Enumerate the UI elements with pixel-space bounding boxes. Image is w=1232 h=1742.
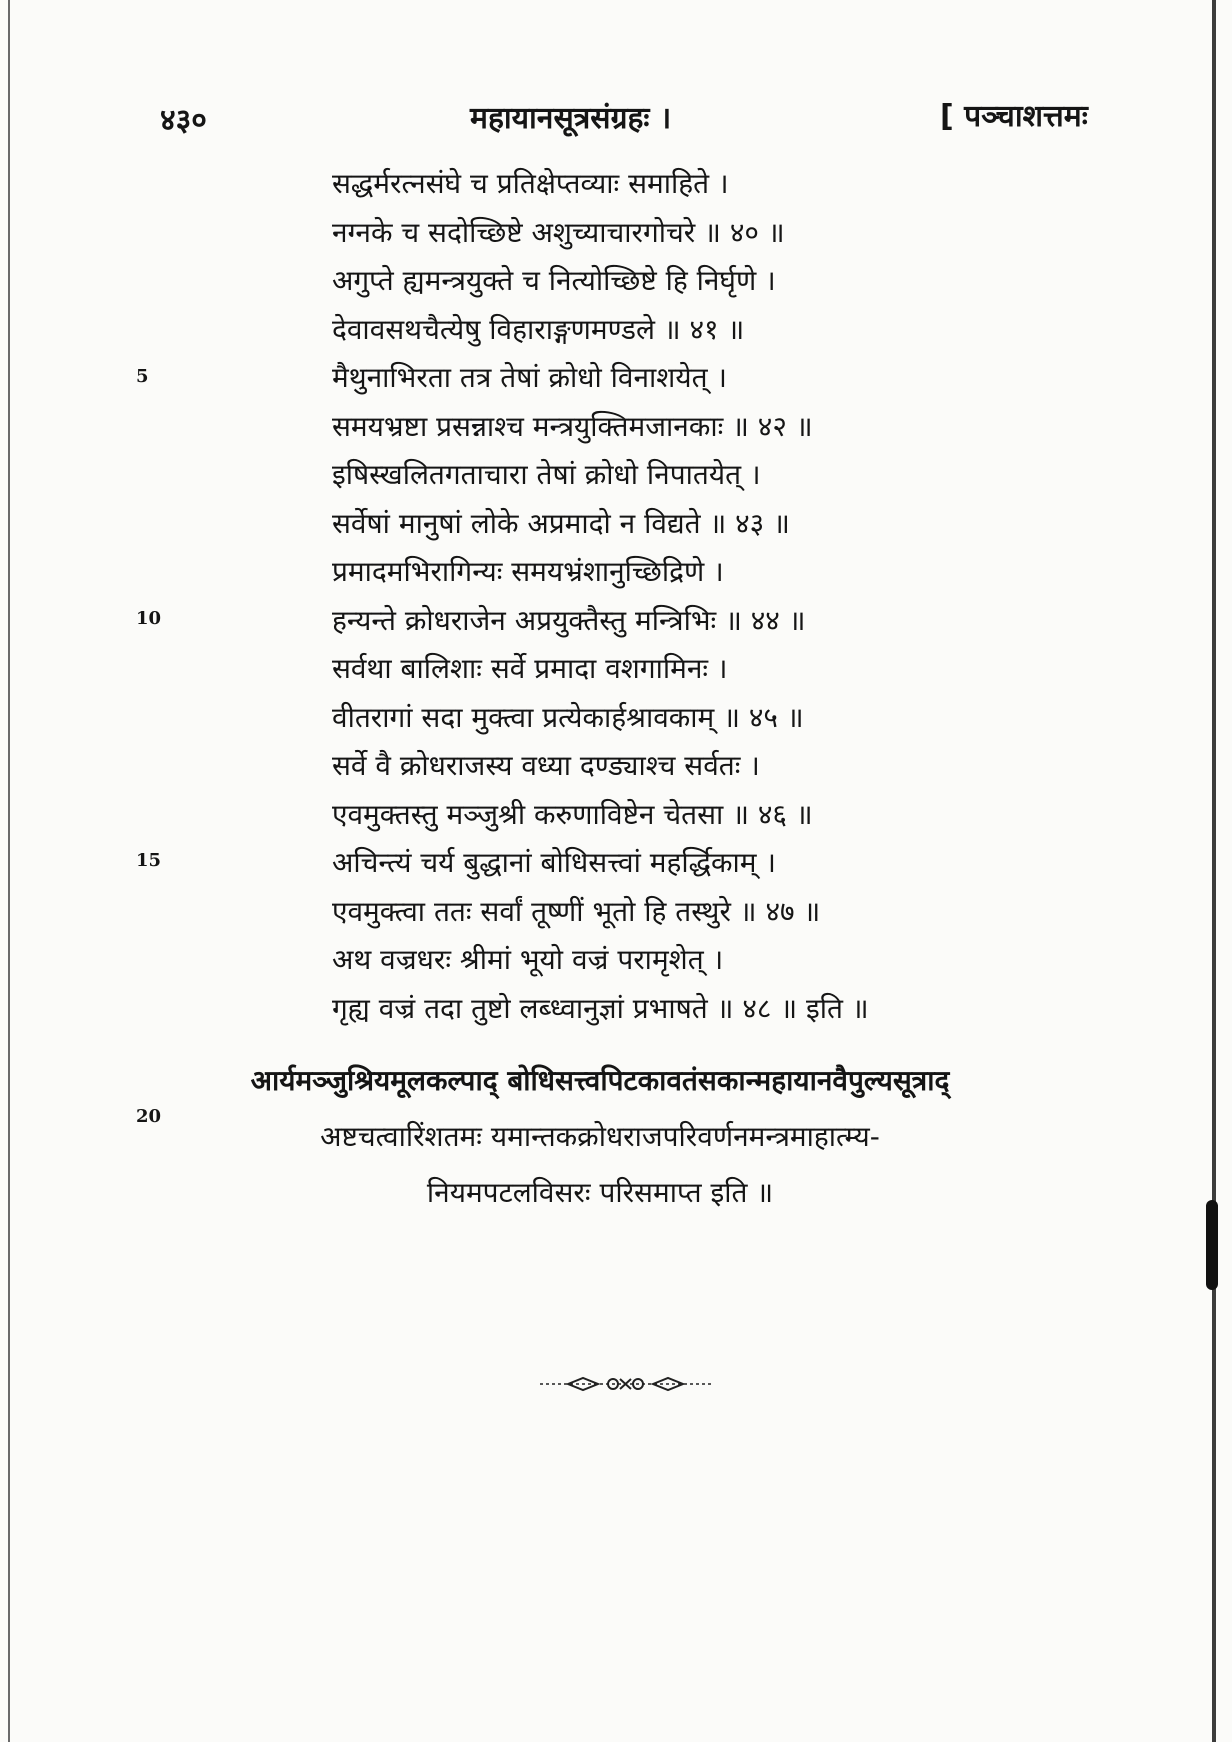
verse-line: सर्वेषां मानुषां लोके अप्रमादो न विद्यते ॥ ४३ ॥ (332, 506, 790, 540)
margin-line-number: 20 (136, 1106, 162, 1127)
colophon-line: आर्यमञ्जुश्रियमूलकल्पाद् बोधिसत्त्वपिटकावतंसकान्महायानवैपुल्यसूत्राद् (250, 1064, 950, 1097)
margin-line-number: 5 (136, 366, 149, 387)
verse-line: अथ वज्रधरः श्रीमां भूयो वज्रं परामृशेत् । (332, 943, 724, 976)
verse-block (332, 160, 972, 1033)
colophon (200, 1053, 1000, 1221)
chapter-heading: [ पञ्चाशत्तमः (940, 99, 1088, 134)
scan-edge-left (8, 0, 10, 1742)
verse-line: हन्यन्ते क्रोधराजेन अप्रयुक्तैस्तु मन्त्रिभिः ॥ ४४ ॥ (332, 603, 806, 637)
verse-line: सद्धर्मरत्नसंघे च प्रतिक्षेप्तव्याः समाहिते । (332, 167, 729, 200)
verse-line: गृह्य वज्रं तदा तुष्टो लब्ध्वानुज्ञां प्रभाषते ॥ ४८ ॥ इति ॥ (332, 991, 869, 1025)
verse-line: प्रमादमभिरागिन्यः समयभ्रंशानुच्छिद्रिणे । (332, 555, 724, 588)
verse-line: अचिन्त्यं चर्य बुद्धानां बोधिसत्त्वां महर्द्धिकाम् । (332, 846, 776, 879)
verse-line: एवमुक्त्वा ततः सर्वां तूष्णीं भूतो हि तस्थुरे ॥ ४७ ॥ (332, 894, 821, 928)
scan-edge-mark (1206, 1200, 1218, 1290)
verse-line: एवमुक्तस्तु मञ्जुश्री करुणाविष्टेन चेतसा ॥ ४६ ॥ (332, 797, 813, 831)
page-number: ४३० (160, 103, 207, 138)
verse-line: अगुप्ते ह्यमन्त्रयुक्ते च नित्योच्छिष्टे हि निर्घृणे । (332, 264, 776, 297)
verse-line: देवावसथचैत्येषु विहाराङ्गणमण्डले ॥ ४१ ॥ (332, 312, 745, 346)
verse-line: मैथुनाभिरता तत्र तेषां क्रोधो विनाशयेत् । (332, 361, 728, 394)
verse-line: इषिस्खलितगताचारा तेषां क्रोधो निपातयेत् । (332, 458, 761, 491)
verse-line: वीतरागां सदा मुक्त्वा प्रत्येकार्हश्रावकाम् ॥ ४५ ॥ (332, 700, 804, 734)
verse-line: सर्वे वै क्रोधराजस्य वध्या दण्ड्याश्च सर्वतः । (332, 749, 760, 782)
running-title: महायानसूत्रसंग्रहः । (470, 101, 672, 136)
verse-line: समयभ्रष्टा प्रसन्नाश्च मन्त्रयुक्तिमजानकाः ॥ ४२ ॥ (332, 409, 813, 443)
scan-edge-right (1212, 0, 1216, 1742)
colophon-line: अष्टचत्वारिंशतमः यमान्तकक्रोधराजपरिवर्णनमन्त्रमाहात्म्य- (320, 1120, 880, 1153)
verse-line: नग्नके च सदोच्छिष्टे अशुच्याचारगोचरे ॥ ४० ॥ (332, 215, 785, 249)
margin-line-number: 15 (136, 850, 162, 871)
ornament-divider-icon (538, 1376, 713, 1392)
margin-line-number: 10 (136, 608, 162, 629)
colophon-line: नियमपटलविसरः परिसमाप्त इति ॥ (426, 1176, 774, 1209)
verse-line: सर्वथा बालिशाः सर्वे प्रमादा वशगामिनः । (332, 652, 728, 685)
